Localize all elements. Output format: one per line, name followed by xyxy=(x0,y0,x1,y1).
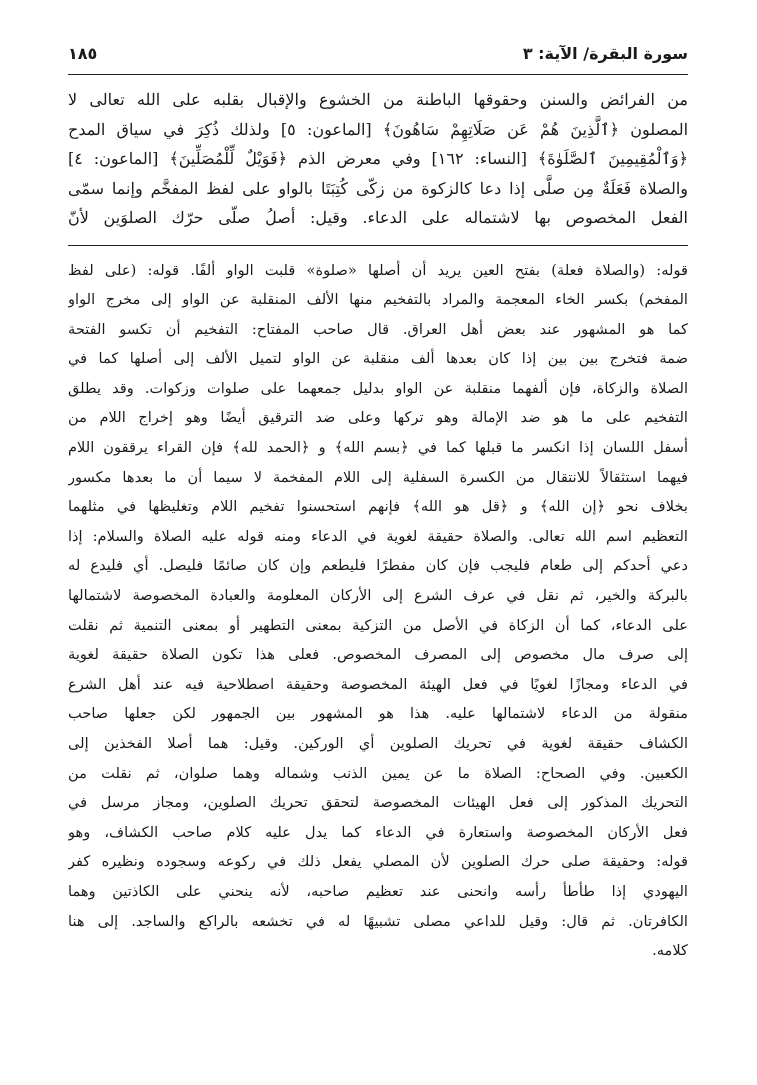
commentary-line: التحريك المذكور إلى فعل الهيئات المخصوصة لتحقق تحريك الصلوين، ومجاز مرسل في xyxy=(68,794,688,812)
commentary-line: الكشاف حقيقة لغوية في تحريك الصلوين أي الوركين. وقيل: هما أصلا الفخذين إلى xyxy=(68,735,688,752)
main-text-block xyxy=(68,85,688,233)
main-text-line: من الفرائض والسنن وحقوقها الباطنة من الخشوع والإقبال بقلبه على الله تعالى لا xyxy=(68,90,688,109)
commentary-line: التفخيم على ما هو ضد الإمالة وهو تركها وعلى ضد الترقيق أيضًا وهو إخراج اللام من xyxy=(68,409,688,427)
commentary-line: ضمة فتخرج بين بين إذا كان بعدها ألف منقلبة عن الواو لتميل الألف إلى أصلها كما في xyxy=(68,350,688,368)
commentary-line: قوله: وحقيقة صلى حرك الصلوين لأن المصلي يفعل ذلك في ركوعه وسجوده ونظيره كفر xyxy=(68,853,688,871)
book-page xyxy=(68,36,688,1046)
commentary-line: الكعبين. وفي الصحاح: الصلاة ما عن يمين الذنب وشماله وهما صلوان، ثم نقلت من xyxy=(68,764,688,782)
commentary-line: قوله: (والصلاة فعلة) بفتح العين يريد أن أصلها «صلوة» قلبت الواو ألفًا. قوله: (على لفظ xyxy=(68,261,688,279)
commentary-line: كما هو المشهور عند بعض أهل العراق. قال صاحب المفتاح: التفخيم أن تكسو الفتحة xyxy=(68,320,688,338)
commentary-line: منقولة من الدعاء لاشتمالها عليه. هذا هو المشهور بين الجمهور لكن جعلها صاحب xyxy=(68,705,688,723)
commentary-line: فيهما استثقالاً للانتقال من الكسرة السفلية إلى اللام المفخمة لا سيما أن ما بعدها مكسور xyxy=(68,468,688,486)
main-text-line: المصلون ﴿ٱلَّذِينَ هُمْ عَن صَلَاتِهِمْ سَاهُونَ﴾ [الماعون: ٥] ولذلك ذُكِرَ في سياق المدح xyxy=(68,119,688,139)
main-text-line: ﴿وَٱلْمُقِيمِينَ ٱلصَّلَوٰةَ﴾ [النساء: ١٦٢] وفي معرض الذم ﴿فَوَيْلٌ لِّلْمُصَلِّينَ﴾ [الماعون: ٤] xyxy=(68,149,688,168)
surah-verse-title: سورة البقرة/ الآية: ٣ xyxy=(522,44,688,63)
commentary-line: على الدعاء، كما أن الزكاة في الأصل من التزكية بمعنى التطهير أو بمعنى التنمية ثم نقلت xyxy=(68,616,688,634)
commentary-line: بخلاف نحو ﴿إن الله﴾ و ﴿قل هو الله﴾ فإنهم استحسنوا تفخيم اللام وتغليظها في مثلهما xyxy=(68,498,688,516)
commentary-line: الكافرتان. ثم قال: وقيل للداعي مصلى تشبيهًا له في تخشعه بالراكع والساجد. إلى هنا xyxy=(68,912,688,930)
commentary-line: أسفل اللسان إذا انكسر ما قبلها كما في ﴿بسم الله﴾ و ﴿الحمد لله﴾ فإن القراء يرققون اللام xyxy=(68,439,688,457)
commentary-line: الصلاة والزكاة، فإن ألفهما منقلبة عن الواو بدليل جمعهما على صلوات وزكوات. وقد يطلق xyxy=(68,379,688,397)
commentary-line: إلى صرف مال مخصوص إلى المصرف المخصوص. فعلى هذا تكون الصلاة حقيقة لغوية xyxy=(68,646,688,664)
commentary-line: في الدعاء ومجازًا لغويًا في فعل الهيئة المخصوصة وحقيقة اصطلاحية فيه عند أهل الشرع xyxy=(68,675,688,693)
page-number: ١٨٥ xyxy=(68,44,98,63)
commentary-line: دعي أحدكم إلى طعام فليجب فإن كان مفطرًا فليطعم وإن كان صائمًا فليصل. أي فليدع له xyxy=(68,557,688,575)
commentary-line: التعظيم اسم الله تعالى. والصلاة حقيقة لغوية في الدعاء ومنه قوله عليه الصلاة والسلام: إذا xyxy=(68,527,688,545)
commentary-block xyxy=(68,256,688,966)
main-text-line: الفعل المخصوص بها لاشتماله على الدعاء. وقيل: أصلُ صلّى حرّك الصلوَين لأنّ xyxy=(68,208,688,227)
commentary-line: بالبركة والخير، ثم نقل في عرف الشرع إلى الأركان المعلومة والعبادة المخصوصة لاشتمالها xyxy=(68,587,688,605)
commentary-line: المفخم) بكسر الخاء المعجمة والمراد بالتفخيم منها الألف المنقلبة عن الواو إلى مخرج الواو xyxy=(68,291,688,309)
footnote-separator xyxy=(68,245,688,246)
commentary-line: اليهودي إذا طأطأ رأسه وانحنى عند تعظيم صاحبه، لأنه ينحني على الكاذتين وهما xyxy=(68,882,688,900)
page-header xyxy=(68,36,688,75)
main-text-line: والصلاة فَعَلَةٌ مِن صلَّى إذا دعا كالزكوة من زكّى كُتِبَتَا بالواو على لفظ المفخَّم وإنما سمّى xyxy=(68,178,688,198)
commentary-line: كلامه. xyxy=(652,942,688,960)
commentary-line: فعل الأركان المخصوصة واستعارة في الدعاء كما يدل عليه كلام صاحب الكشاف، وهو xyxy=(68,823,688,841)
